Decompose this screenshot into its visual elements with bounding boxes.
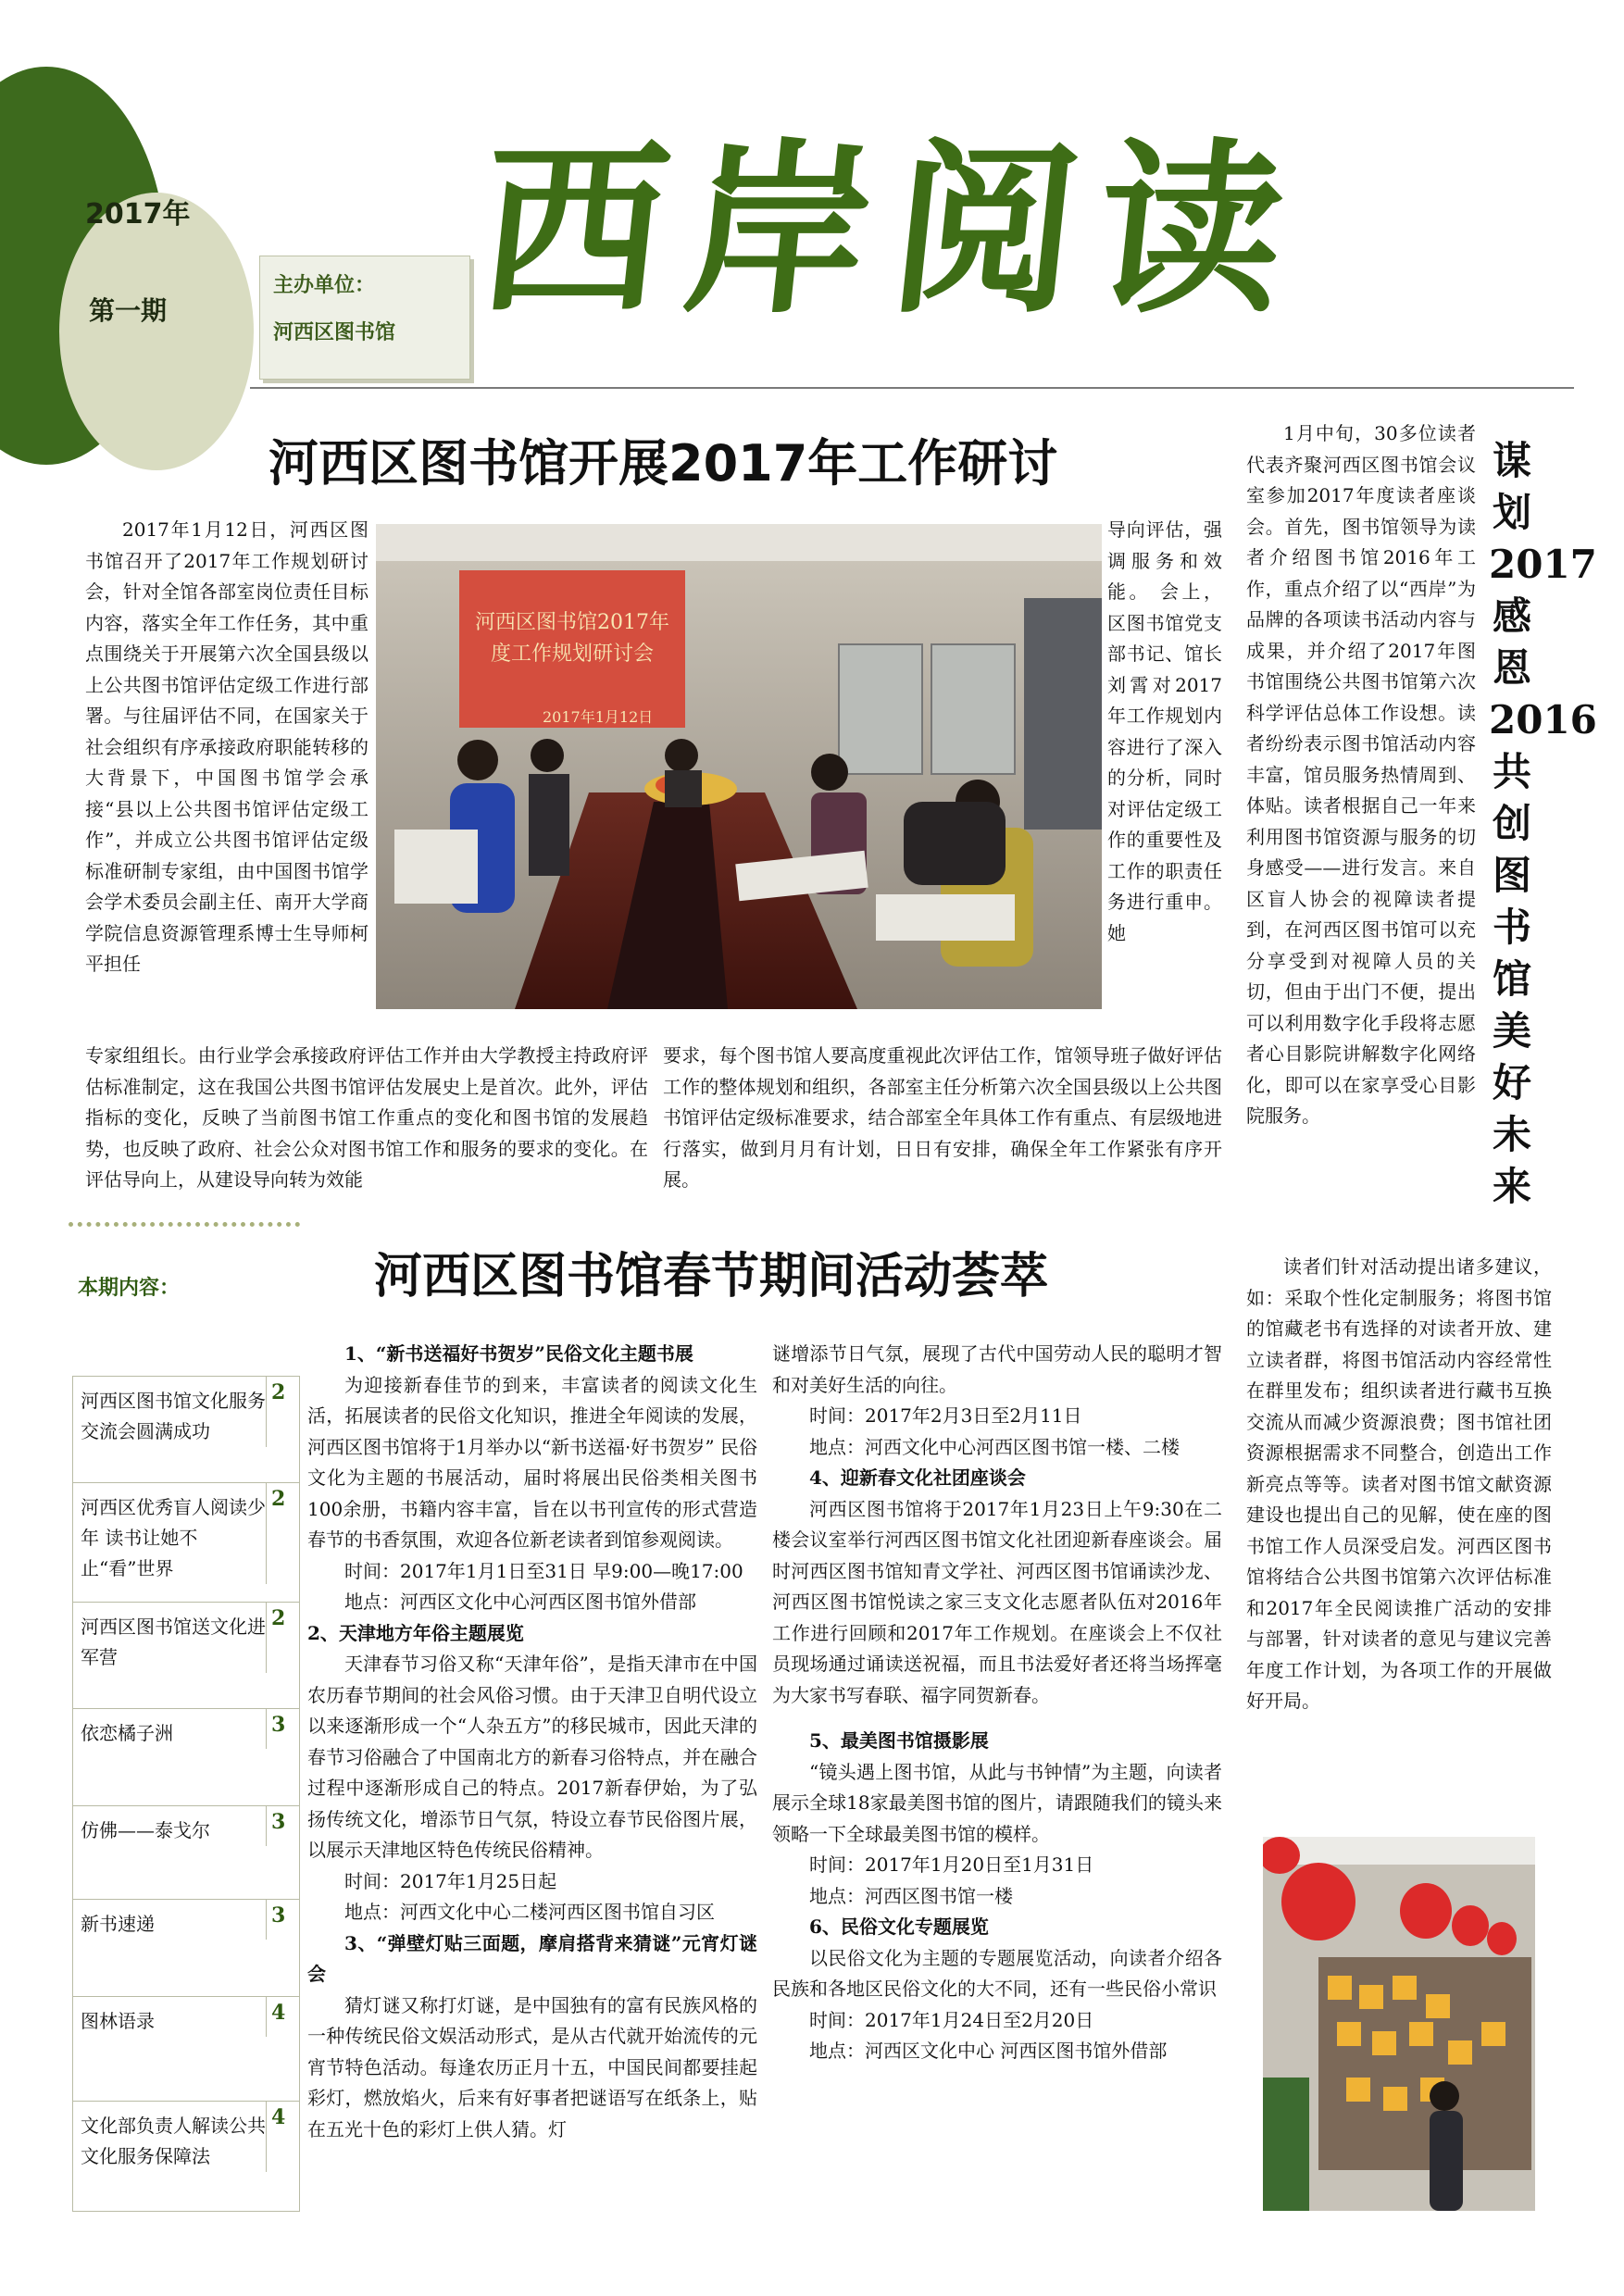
toc-item[interactable] bbox=[73, 1709, 299, 1806]
activity3-text-cont: 谜增添节日气氛，展现了古代中国劳动人民的聪明才智和对美好生活的向往。 bbox=[772, 1342, 1222, 1396]
activity3-heading: 3、“弹壁灯贴三面题，摩肩搭背来猜谜”元宵灯谜会 bbox=[307, 1931, 757, 1985]
toc-item-page: 2 bbox=[271, 1380, 286, 1404]
article1-bottom-left bbox=[85, 1041, 648, 1198]
activity5-time: 时间：2017年1月20日至1月31日 bbox=[809, 1853, 1094, 1876]
toc-item-page: 4 bbox=[271, 2105, 286, 2129]
activity1-place: 地点：河西区文化中心河西区图书馆外借部 bbox=[344, 1591, 696, 1613]
toc-dotted-rule bbox=[69, 1222, 300, 1227]
toc-item-page: 3 bbox=[271, 1903, 286, 1928]
toc-item[interactable] bbox=[73, 1483, 299, 1603]
article2-col1 bbox=[307, 1339, 757, 2209]
toc-item-title: 文化部负责人解读公共文化服务保障法 bbox=[73, 2102, 267, 2172]
decor-circle-light bbox=[59, 193, 254, 470]
activity6-time: 时间：2017年1月24日至2月20日 bbox=[809, 2008, 1094, 2031]
activity1-time: 时间：2017年1月1日至31日 早9:00—晚17:00 bbox=[344, 1559, 743, 1582]
toc-item[interactable] bbox=[73, 1900, 299, 1997]
toc-item[interactable] bbox=[73, 1377, 299, 1483]
sidebar-para1 bbox=[1246, 418, 1476, 1239]
activity4-heading: 4、迎新春文化社团座谈会 bbox=[809, 1466, 1026, 1489]
article1-bottom-left-text: 专家组组长。由行业学会承接政府评估工作并由大学教授主持政府评估标准制定，这在我国公共图书馆评估发展史上是首次。此外，评估指标的变化，反映了当前图书馆工作重点的变化和图书馆的发展趋势，也反映了政府、社会公众对图书馆工作和服务的要求的变化。在评估导向上，从建设导向转为效能 bbox=[85, 1044, 648, 1191]
toc-item-title: 图林语录 bbox=[73, 1997, 267, 2037]
activity6-heading: 6、民俗文化专题展览 bbox=[809, 1915, 989, 1938]
toc-item-title: 河西区优秀盲人阅读少年 读书让她不止“看”世界 bbox=[73, 1483, 267, 1584]
toc-item-title: 河西区图书馆送文化进军营 bbox=[73, 1603, 267, 1673]
toc-item-page: 3 bbox=[271, 1810, 286, 1834]
toc-item-page: 2 bbox=[271, 1606, 286, 1630]
host-label: 主办单位： bbox=[273, 273, 376, 297]
activity4-text: 河西区图书馆将于2017年1月23日上午9:30在二楼会议室举行河西区图书馆文化社团迎新春座谈会。届时河西区图书馆知青文学社、河西区图书馆诵读沙龙、河西区图书馆悦读之家三支文化志愿者队伍对2016年工作进行回顾和2017年工作规划。在座谈会上不仅社员现场通过诵读送祝福，而且书法爱好者还将当场挥毫为大家书写春联、福字同贺新春。 bbox=[772, 1497, 1222, 1706]
activity2-text: 天津春节习俗又称“天津年俗”，是指天津市在中国农历春节期间的社会风俗习惯。由于天津卫自明代设立以来逐渐形成一个“人杂五方”的移民城市，因此天津的春节习俗融合了中国南北方的新春习俗特点，并在融合过程中逐渐形成自己的特点。2017新春伊始，为了弘扬传统文化，增添节日气氛，特设立春节民俗图片展，以展示天津地区特色传统民俗精神。 bbox=[307, 1653, 757, 1861]
activity6-place: 地点：河西区文化中心 河西区图书馆外借部 bbox=[809, 2040, 1168, 2062]
meeting-photo bbox=[376, 524, 1102, 1009]
header-rule bbox=[250, 387, 1574, 389]
toc-item[interactable] bbox=[73, 1997, 299, 2102]
article2-headline: 河西区图书馆春节期间活动荟萃 bbox=[374, 1249, 1049, 1304]
lantern-photo bbox=[1263, 1837, 1535, 2211]
activity5-heading: 5、最美图书馆摄影展 bbox=[809, 1729, 989, 1752]
sidebar-para2 bbox=[1246, 1252, 1552, 1807]
article1-headline: 河西区图书馆开展2017年工作研讨 bbox=[269, 434, 1058, 493]
toc-item[interactable] bbox=[73, 1806, 299, 1900]
photo-screen-title: 河西区图书馆2017年度工作规划研讨会 bbox=[475, 611, 669, 666]
activity2-place: 地点：河西文化中心二楼河西区图书馆自习区 bbox=[344, 1901, 715, 1923]
issue-year: 2017年 bbox=[85, 198, 191, 231]
meeting-photo-image bbox=[376, 524, 1102, 1009]
activity3-time: 时间：2017年2月3日至2月11日 bbox=[809, 1404, 1082, 1427]
activity3-text: 猜灯谜又称打灯谜，是中国独有的富有民族风格的一种传统民俗文娱活动形式，是从古代就开始流传的元宵节特色活动。每逢农历正月十五，中国民间都要挂起彩灯，燃放焰火，后来有好事者把谜语写在纸条上，贴在五光十色的彩灯上供人猜。灯 bbox=[307, 1993, 757, 2140]
activity2-time: 时间：2017年1月25日起 bbox=[344, 1869, 557, 1892]
toc-item-page: 2 bbox=[271, 1487, 286, 1511]
article1-col-right bbox=[1107, 515, 1222, 1039]
activity1-heading: 1、“新书送福好书贺岁”民俗文化主题书展 bbox=[344, 1342, 693, 1365]
toc-item-title: 依恋橘子洲 bbox=[73, 1709, 267, 1749]
toc-item-title: 河西区图书馆文化服务交流会圆满成功 bbox=[73, 1377, 267, 1447]
activity2-heading: 2、天津地方年俗主题展览 bbox=[307, 1621, 524, 1644]
activity5-text: “镜头遇上图书馆，从此与书钟情”为主题，向读者展示全球18家最美图书馆的图片，请跟随我们的镜头来领略一下全球最美图书馆的模样。 bbox=[772, 1760, 1222, 1845]
article1-col-left bbox=[85, 515, 369, 1039]
host-name: 河西区图书馆 bbox=[273, 320, 396, 344]
article2-col2 bbox=[772, 1339, 1222, 2209]
article1-col-right-text: 导向评估，强调服务和效能。 会上，区图书馆党支部书记、馆长刘霄对2017年工作规划内容进行了深入的分析，同时对评估定级工作的重要性及工作的职责任务进行重申。她 bbox=[1107, 518, 1222, 944]
issue-number: 第一期 bbox=[89, 295, 168, 326]
sidebar-para2-text: 读者们针对活动提出诸多建议，如：采取个性化定制服务；将图书馆的馆藏老书有选择的对读者开放、建立读者群，将图书馆活动内容经常性在群里发布；组织读者进行藏书互换交流从而减少资源浪费；图书馆社团资源根据需求不同整合，创造出工作新亮点等等。读者对图书馆文献资源建设也提出自己的见解，使在座的图书馆工作人员深受启发。河西区图书馆将结合公共图书馆第六次评估标准和2017年全民阅读推广活动的安排与部署，针对读者的意见与建议完善年度工作计划，为各项工作的开展做好开局。 bbox=[1246, 1255, 1552, 1712]
sidebar-para1-text: 1月中旬，30多位读者代表齐聚河西区图书馆会议室参加2017年度读者座谈会。首先，图书馆领导为读者介绍图书馆2016年工作，重点介绍了以“西岸”为品牌的各项读书活动内容与成果，并介绍了2017年图书馆围绕公共图书馆第六次科学评估总体工作设想。读者纷纷表示图书馆活动内容丰富，馆员服务热情周到、体贴。读者根据自己一年来利用图书馆资源与服务的切身感受——进行发言。来自区盲人协会的视障读者提到，在河西区图书馆可以充分享受到对视障人员的关切，但由于出门不便，提出可以利用数字化手段将志愿者心目影院讲解数字化网络化，即可以在家享受心目影院服务。 bbox=[1246, 422, 1476, 1127]
toc-item[interactable] bbox=[73, 1603, 299, 1709]
toc-table bbox=[72, 1376, 300, 2212]
toc-item-page: 3 bbox=[271, 1713, 286, 1737]
masthead-title: 西岸阅读 bbox=[469, 123, 1316, 339]
article1-bottom-right bbox=[663, 1041, 1222, 1198]
activity6-text: 以民俗文化为主题的专题展览活动，向读者介绍各民族和各地区民俗文化的大不同，还有一些民俗小常识 bbox=[772, 1946, 1222, 2000]
activity3-place: 地点：河西文化中心河西区图书馆一楼、二楼 bbox=[809, 1435, 1180, 1458]
article1-bottom-right-text: 要求，每个图书馆人要高度重视此次评估工作，馆领导班子做好评估工作的整体规划和组织，各部室主任分析第六次全国县级以上公共图书馆评估定级标准要求，结合部室全年具体工作有重点、有层级地进行落实，做到月月有计划，日日有安排，确保全年工作紧张有序开展。 bbox=[663, 1044, 1222, 1191]
toc-label: 本期内容： bbox=[78, 1276, 181, 1300]
toc-item[interactable] bbox=[73, 2102, 299, 2211]
toc-item-page: 4 bbox=[271, 2001, 286, 2025]
lantern-photo-image bbox=[1263, 1837, 1535, 2211]
article1-col-left-text: 2017年1月12日，河西区图书馆召开了2017年工作规划研讨会，针对全馆各部室岗位责任目标内容，落实全年工作任务，其中重点围绕关于开展第六次全国县级以上公共图书馆评估定级工作进行部署。与往届评估不同，在国家关于社会组织有序承接政府职能转移的大背景下，中国图书馆学会承接“县以上公共图书馆评估定级工作”，并成立公共图书馆评估定级标准研制专家组，由中国图书馆学会学术委员会副主任、南开大学商学院信息资源管理系博士生导师柯平担任 bbox=[85, 518, 369, 975]
toc-item-title: 新书速递 bbox=[73, 1900, 267, 1940]
activity5-place: 地点：河西区图书馆一楼 bbox=[809, 1884, 1013, 1907]
host-box bbox=[259, 256, 470, 380]
sidebar-vertical-title: 谋划2017感恩2016共创图书馆美好未来 bbox=[1489, 438, 1597, 1209]
photo-screen-date: 2017年1月12日 bbox=[543, 708, 654, 726]
toc-item-title: 仿佛——泰戈尔 bbox=[73, 1806, 267, 1846]
activity1-text: 为迎接新春佳节的到来，丰富读者的阅读文化生活，拓展读者的民俗文化知识，推进全年阅读的发展，河西区图书馆将于1月举办以“新书送福·好书贺岁” 民俗文化为主题的书展活动，届时将展出民俗类相关图书100余册，书籍内容丰富，旨在以书刊宣传的形式营造春节的书香氛围，欢迎各位新老读者到馆参观阅读。 bbox=[307, 1373, 757, 1551]
